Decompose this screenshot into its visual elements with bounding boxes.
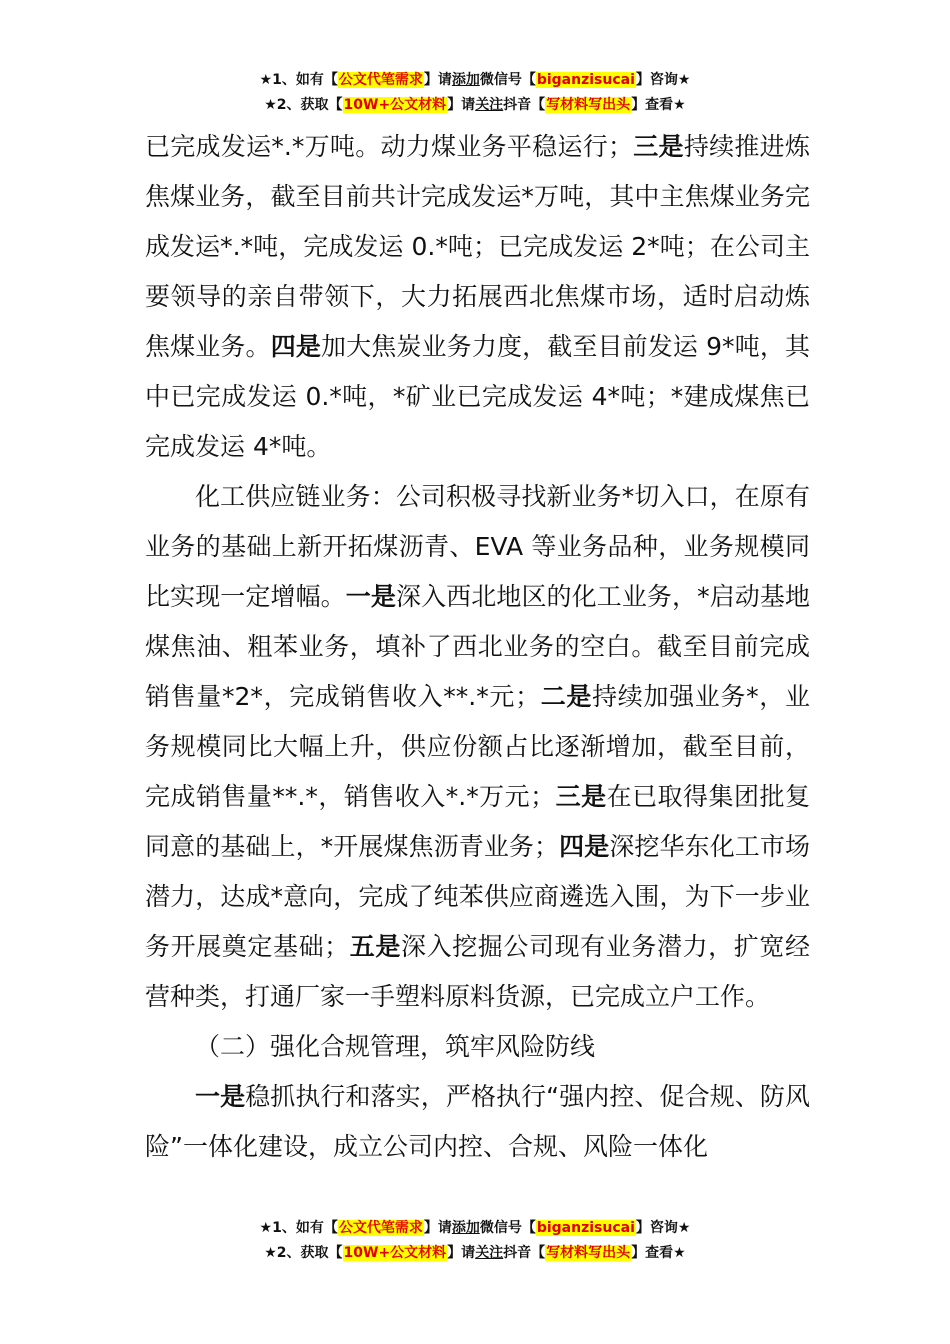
highlight-service: 公文代笔需求 [338, 1220, 423, 1236]
promo-line-1: ★1、如有【公文代笔需求】请添加微信号【biganzisucai】咨询★ [259, 72, 691, 88]
highlight-wechat-id: biganzisucai [536, 72, 635, 88]
paragraph-coal-business: 已完成发运*.*万吨。动力煤业务平稳运行；三是持续推进炼焦煤业务，截至目前共计完成发运*万吨，其中主焦煤业务完成发运*.*吨，完成发运 0.*吨；已完成发运 2*吨；在公司主要领导的亲自带领下，大力拓展西北焦煤市场，适时启动炼焦煤业务。四是加大焦炭业务力度，截至目前发运 9*吨，其中已完成发运 0.*吨，*矿业已完成发运 4*吨；*建成煤焦已完成发运 4*吨。 [145, 132, 810, 461]
highlight-materials: 10W+公文材料 [343, 1245, 447, 1261]
paragraph-chemical-supply-chain: 化工供应链业务：公司积极寻找新业务*切入口，在原有业务的基础上新开拓煤沥青、EVA 等业务品种，业务规模同比实现一定增幅。一是深入西北地区的化工业务，*启动基地煤焦油、粗苯业务，填补了西北业务的空白。截至目前完成销售量*2*，完成销售收入**.*元；二是持续加强业务*，业务规模同比大幅上升，供应份额占比逐渐增加，截至目前，完成销售量**.*，销售收入*.*万元；三是在已取得集团批复同意的基础上，*开展煤焦沥青业务；四是深挖华东化工市场潜力，达成*意向，完成了纯苯供应商遴选入围，为下一步业务开展奠定基础；五是深入挖掘公司现有业务潜力，扩宽经营种类，打通厂家一手塑料原料货源，已完成立户工作。 [145, 482, 810, 1011]
highlight-service: 公文代笔需求 [338, 72, 423, 88]
promo-line-1: ★1、如有【公文代笔需求】请添加微信号【biganzisucai】咨询★ [259, 1220, 691, 1236]
highlight-douyin-id: 写材料写出头 [546, 97, 631, 113]
promo-banner-top [0, 68, 950, 118]
promo-line-2: ★2、获取【10W+公文材料】请关注抖音【写材料写出头】查看★ [264, 1245, 686, 1261]
promo-banner-bottom [0, 1216, 950, 1266]
highlight-wechat-id: biganzisucai [536, 1220, 635, 1236]
highlight-douyin-id: 写材料写出头 [546, 1245, 631, 1261]
highlight-materials: 10W+公文材料 [343, 97, 447, 113]
promo-line-2: ★2、获取【10W+公文材料】请关注抖音【写材料写出头】查看★ [264, 97, 686, 113]
paragraph-compliance: 一是稳抓执行和落实，严格执行“强内控、促合规、防风险”一体化建设，成立公司内控、合规、风险一体化 [145, 1082, 810, 1161]
section-heading-compliance: （二）强化合规管理，筑牢风险防线 [195, 1032, 596, 1061]
document-body [145, 122, 810, 1172]
